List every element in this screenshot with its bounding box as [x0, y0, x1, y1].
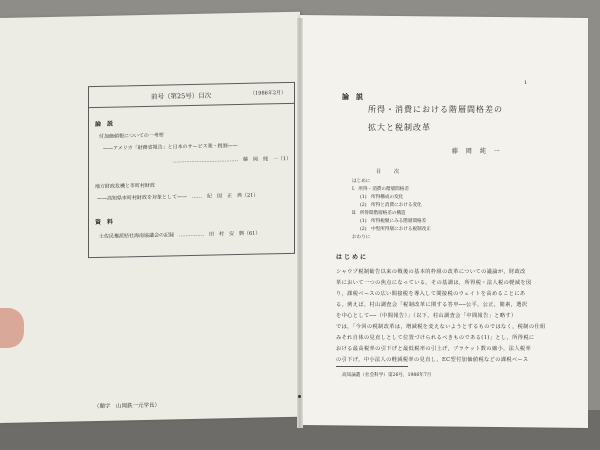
body-text-line: シャウプ税制勧告以来の戦後の基本的枠組の改革についての議論が，財政改 [336, 269, 526, 275]
toc-entry: ——高知県市町村財政を対象として—— …… 紀 国 正 典（21） [97, 192, 259, 202]
toc-entry: ——アメリカ「財務省報告」と日本のサービス業・税制—— [103, 143, 238, 152]
contents-item: Ⅱ．所得間階層格差の構造 [352, 211, 406, 216]
toc-section-label: 論 説 [95, 120, 114, 129]
toc-entry: 土佐民権派結社海南協議会の記録 …………… 田 村 安 興（61） [99, 230, 261, 240]
body-text-line: の引下げ，中小法人の軽減税率の見直し，EC型付加価値税などの課税ベース [336, 357, 529, 363]
contents-item: (1) 所得構成の変化 [360, 195, 404, 200]
body-text-line: では，「今回の税制改革は，増減税を変えないようとするものではなく，税制の仕組 [336, 324, 546, 330]
calligraphy-credit: （題字 山岡鉄一元学長） [94, 402, 161, 411]
left-page [0, 12, 300, 423]
body-text-line: る。例えば，村山調査会「税制改革に関する答申──公平，公正，簡素，選択 [336, 302, 528, 308]
section-label: 論 説 [342, 92, 363, 101]
toc-date: （1986年2月） [250, 90, 286, 97]
author-name: 藤 岡 純 一 [452, 148, 503, 155]
toc-title: 前号（第25号）目次 [151, 91, 212, 101]
footnote-rule [336, 366, 408, 367]
toc-entry: ………………………………… 藤 岡 純 一（1） [173, 155, 292, 165]
contents-item: (2) 中堅所得層における税制改正 [360, 227, 431, 232]
toc-divider [89, 103, 294, 108]
contents-item: (1) 所得税額にみる階層間格差 [360, 219, 427, 224]
page-mark [298, 395, 301, 398]
body-text-line: を中心として──（中間報告）」（以下，村山調査会「中間報告」と略す） [336, 313, 517, 319]
toc-entry: 付加価値税についての一考察 [99, 132, 164, 140]
body-text-line: おける最高税率の引下げと最低税率の引上げ，ブラケット数の縮小，法人税率 [336, 346, 532, 352]
body-text-line: みそれ自体の見直しとして位置づけられるべきものである(1)」とし，所得税に [336, 335, 535, 341]
toc-entry: 地方財政危機と市町村財政 [95, 182, 156, 191]
thumb [0, 308, 24, 348]
contents-item: Ⅰ．所得・消費の階層間格差 [352, 187, 409, 192]
intro-heading: はじめに [336, 254, 369, 261]
contents-item: (2) 所得と消費における変化 [360, 203, 422, 208]
journal-footnote: 高知論叢（社会科学）第26号，1986年7月 [342, 373, 432, 378]
article-title-line: 拡大と税制改革 [368, 123, 431, 132]
toc-header [89, 89, 294, 101]
page-number: 1 [524, 80, 528, 86]
toc-box [88, 82, 295, 258]
book-gutter [297, 18, 303, 428]
contents-item: はじめに [352, 179, 371, 184]
toc-section-label: 資 料 [95, 218, 114, 227]
body-text-line: 革において一つの焦点になっている。その基調は，所得税・法人税の軽減を図 [336, 280, 532, 286]
contents-item: おわりに [352, 235, 371, 240]
article-title-line: 所得・消費における階層間格差の [368, 105, 503, 114]
contents-heading: 目 次 [376, 169, 404, 175]
body-text-line: り，課税ベースの広い間接税を導入して間接税のウェイトを高めることにあ [336, 291, 526, 297]
